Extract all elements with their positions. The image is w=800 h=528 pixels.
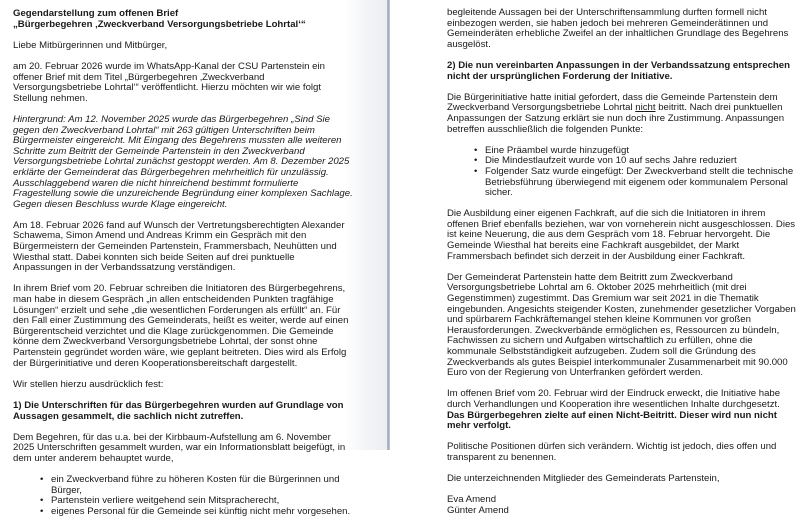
point1-continued-paragraph: begleitende Aussagen bei der Unterschriftensammlung durften formell nicht einbezogen werden, sie haben jedoch bei mehreren Gemeinderätinnen und Gemeinderäten erhebliche Zweifel an der inhaltlichen Grundlage des Begehrens ausgelöst. bbox=[447, 7, 789, 50]
point2-paragraph bbox=[447, 93, 797, 135]
title-line-1: Gegendarstellung zum offenen Brief bbox=[13, 8, 179, 19]
title-line-2: „Bürgerbegehren ‚Zweckverband Versorgungsbetriebe Lohrtal‘“ bbox=[13, 18, 306, 30]
list-item-text: Partenstein verliere weitgehend sein Mitspracherecht, bbox=[51, 495, 280, 507]
background-paragraph: Hintergrund: Am 12. November 2025 wurde das Bürgerbegehren „Sind Sie gegen den Zweckverband Lohrtal“ mit 263 gültigen Unterschriften beim Bürgermeister eingereicht. Mit Eingang des Begehrens mussten alle weiteren Schritte zum Beitritt der Gemeinde Partenstein in den Zweckverband Versorgungsbetriebe Lohrtal zunächst gestoppt werden. Am 8. Dezember 2025 erklärte der Gemeinderat das Bürgerbegehren mehrheitlich für unzulässig. Ausschlaggebend waren die nicht hinreichend bestimmt formulierte Fragestellung sowie die unzureichende Begründung einer komplexen Sachlage. Gegen diesen Beschluss wurde Klage eingereicht. bbox=[13, 113, 353, 210]
bullet-icon: • bbox=[474, 165, 478, 177]
signatory-name: Günter Amend bbox=[447, 504, 509, 516]
bullet-icon: • bbox=[474, 144, 478, 156]
impression-text: Im offenen Brief vom 20. Februar wird der Eindruck erweckt, die Initiative habe durch Verhandlungen und Kooperation ihre wesentlichen Inhalte durchgesetzt. bbox=[447, 388, 781, 410]
signatories bbox=[447, 495, 797, 516]
list-item bbox=[40, 475, 353, 496]
list-item bbox=[40, 507, 353, 518]
point2-text-before: Die Bürgerinitiative hatte initial gefordert, dass die Gemeinde Partenstein dem Zweckverband Versorgungsbetriebe Lohrtal bbox=[447, 91, 778, 114]
list-item bbox=[474, 167, 797, 199]
point2-heading: 2) Die nun vereinbarten Anpassungen in der Verbandssatzung entsprechen nicht der ursprünglichen Forderung der Initiative. bbox=[447, 59, 790, 82]
intro-paragraph: am 20. Februar 2026 wurde im WhatsApp-Kanal der CSU Partenstein ein offener Brief mit dem Titel „Bürgerbegehren ‚Zweckverband Versorgungsbetriebe Lohrtal‘“ veröffentlicht. Hierzu möchten wir wie folgt Stellung nehmen. bbox=[13, 60, 325, 104]
list-item-text: Eine Präambel wurde hinzugefügt bbox=[485, 144, 629, 156]
page-right-content bbox=[447, 8, 797, 517]
list-item-text: ein Zweckverband führe zu höheren Kosten für die Bürgerinnen und Bürger, bbox=[51, 474, 340, 496]
impression-paragraph bbox=[447, 389, 797, 431]
signatory-name: Eva Amend bbox=[447, 494, 497, 506]
positions-paragraph: Politische Positionen dürfen sich verändern. Wichtig ist jedoch, dies offen und transparent zu benennen. bbox=[447, 441, 777, 463]
letter-summary-paragraph: In ihrem Brief vom 20. Februar schreiben die Initiatoren des Bürgerbegehrens, man habe in diesem Gespräch „in allen entscheidenden Punkten tragfähige Lösungen“ erzielt und sehe „die wesentlichen Forderungen als erfüllt“ an. Für den Fall einer Zustimmung des Gemeinderats, heißt es weiter, werde auf einen Bürgerentscheid verzichtet und die Klage zurückgenommen. Die Gemeinde könne dem Zweckverband Versorgungsbetriebe Lohrtal, der sonst ohne Partenstein gegründet worden wäre, wie geplant beitreten. Dies wird als Erfolg der Bürgerinitiative und deren Kooperationsbereitschaft dargestellt. bbox=[13, 283, 349, 369]
council-paragraph: Der Gemeinderat Partenstein hatte dem Beitritt zum Zweckverband Versorgungsbetriebe Lohrtal am 6. Oktober 2025 mehrheitlich (mit drei Gegenstimmen) zugestimmt. Das Gremium war seit 2021 in die Thematik eingebunden. Angesichts steigender Kosten, zunehmender gesetzlicher Vorgaben und spürbarem Fachkräftemangel stehen kleine Kommunen vor großen Herausforderungen. Zweckverbände ermöglichen es, Ressourcen zu bündeln, Fachwissen zu sichern und Aufgaben wirtschaftlich zu erfüllen, ohne die kommunale Selbstständigkeit aufzugeben. Zudem soll die Gründung des Zweckverbands als gutes Beispiel interkommunaler Zusammenarbeit mit 90.000 Euro von der Regierung von Unterfranken gefördert werden. bbox=[447, 271, 796, 379]
point1-bullet-list bbox=[13, 475, 353, 517]
meeting-paragraph: Am 18. Februar 2026 fand auf Wunsch der Vertretungsberechtigten Alexander Schawema, Simon Amend und Andreas Krimm ein Gespräch mit den Bürgermeistern der Gemeinden Partenstein, Frammersbach, Neuhütten und Wiesthal statt. Dabei konnten sich beide Seiten auf drei punktuelle Anpassungen in der Verbandssatzung verständigen. bbox=[13, 219, 345, 274]
statement-intro: Wir stellen hierzu ausdrücklich fest: bbox=[13, 378, 164, 390]
bullet-icon: • bbox=[474, 155, 478, 167]
list-item-text: Folgender Satz wurde eingefügt: Der Zweckverband stellt die technische Betriebsführung überwiegend mit eigenem oder kommunalem Personal sicher. bbox=[485, 165, 794, 199]
document-page-left bbox=[0, 0, 388, 517]
bullet-icon: • bbox=[40, 474, 44, 486]
list-item-text: Die Mindestlaufzeit wurde von 10 auf sechs Jahre reduziert bbox=[485, 155, 737, 167]
point2-text-after: beitritt. Nach drei punktuellen Anpassungen der Satzung erklärt sie nun doch ihre Zustimmung. Anpassungen betreffen ausschließlich die folgenden Punkte: bbox=[447, 102, 785, 135]
bullet-icon: • bbox=[40, 505, 44, 517]
point1-heading: 1) Die Unterschriften für das Bürgerbegehren wurden auf Grundlage von Aussagen gesammelt, die sachlich nicht zutreffen. bbox=[13, 399, 344, 422]
impression-bold-text: Das Bürgerbegehren zielte auf einen Nicht-Beitritt. Dieser wird nun nicht mehr verfolgt. bbox=[447, 409, 777, 432]
salutation: Liebe Mitbürgerinnen und Mitbürger, bbox=[13, 39, 168, 51]
point2-underlined-word: nicht bbox=[635, 102, 656, 114]
point1-paragraph: Dem Begehren, für das u.a. bei der Kirbbaum-Aufstellung am 6. November 2025 Unterschriften gesammelt wurden, war ein Informationsblatt beigefügt, in dem unter anderem behauptet wurde, bbox=[13, 431, 346, 464]
closing-paragraph: Die unterzeichnenden Mitglieder des Gemeinderats Partenstein, bbox=[447, 473, 720, 485]
training-paragraph: Die Ausbildung einer eigenen Fachkraft, auf die sich die Initiatoren in ihrem offenen Brief ebenfalls beziehen, war von vorneherein nicht ausgeschlossen. Dies ist keine Neuerung, die aus dem Gespräch vom 18. Februar hervorgeht. Die Gemeinde Wiesthal hat bereits eine Fachkraft ausgebildet, der Markt Frammersbach befindet sich derzeit in der Ausbildung einer Fachkraft. bbox=[447, 208, 796, 262]
page-left-content bbox=[13, 9, 353, 528]
document-page-right bbox=[390, 0, 800, 516]
list-item-text: eigenes Personal für die Gemeinde sei künftig nicht mehr vorgesehen. bbox=[51, 505, 351, 517]
bullet-icon: • bbox=[40, 495, 44, 507]
point2-bullet-list bbox=[447, 146, 797, 199]
document-title bbox=[13, 9, 353, 30]
